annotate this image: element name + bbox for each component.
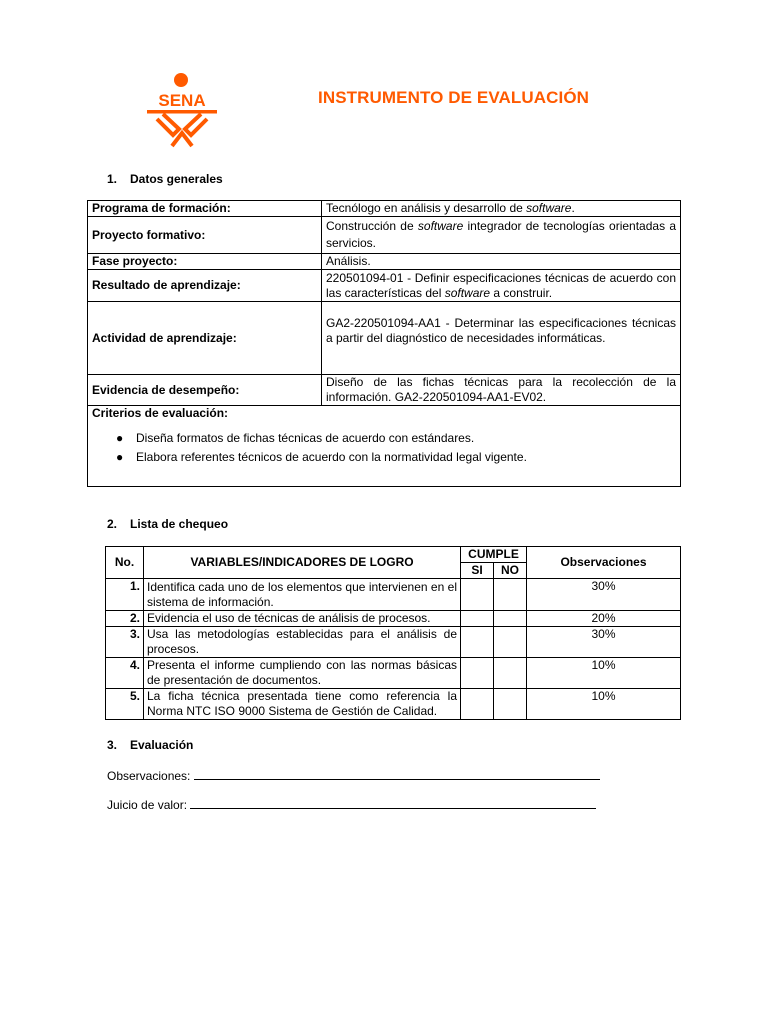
- row-number: 4.: [106, 658, 144, 689]
- table-row: [106, 579, 681, 611]
- section-3-title: Evaluación: [130, 738, 194, 752]
- general-row-value: Tecnólogo en análisis y desarrollo de software.: [322, 201, 681, 217]
- juicio-field[interactable]: [190, 796, 596, 809]
- row-indicator: Evidencia el uso de técnicas de análisis de procesos.: [144, 611, 461, 627]
- observaciones-line: [107, 767, 600, 783]
- list-item: ● Elabora referentes técnicos de acuerdo con la normatividad legal vigente.: [116, 450, 527, 464]
- general-row-label: Actividad de aprendizaje:: [88, 302, 322, 375]
- section-2-number: 2.: [107, 517, 118, 531]
- col-header-si: SI: [461, 563, 494, 579]
- col-header-variables: VARIABLES/INDICADORES DE LOGRO: [144, 547, 461, 579]
- checkbox-no[interactable]: [494, 689, 527, 720]
- general-data-table: [87, 200, 681, 487]
- row-observacion: 30%: [527, 579, 681, 611]
- observaciones-label: Observaciones:: [107, 769, 191, 783]
- row-observacion: 20%: [527, 611, 681, 627]
- col-header-cumple: CUMPLE: [461, 547, 527, 563]
- general-row-programa: [88, 201, 681, 217]
- list-item: ● Diseña formatos de fichas técnicas de acuerdo con estándares.: [116, 431, 475, 445]
- checklist-table: [105, 546, 681, 720]
- general-row-fase: [88, 254, 681, 270]
- general-row-label: Proyecto formativo:: [88, 217, 322, 254]
- general-row-label: Programa de formación:: [88, 201, 322, 217]
- row-indicator: Presenta el informe cumpliendo con las normas básicas de presentación de documentos.: [144, 658, 461, 689]
- row-observacion: 30%: [527, 627, 681, 658]
- logo-left-stroke-icon: [157, 114, 179, 135]
- general-row-resultado: [88, 270, 681, 302]
- juicio-line: [107, 796, 596, 812]
- col-header-observaciones: Observaciones: [527, 547, 681, 579]
- general-row-value: Diseño de las fichas técnicas para la recolección de la información. GA2-220501094-AA1-EV02.: [322, 375, 681, 406]
- logo-bar-icon: [147, 110, 217, 114]
- section-2-heading: [107, 517, 228, 531]
- general-row-value: Análisis.: [322, 254, 681, 270]
- general-row-proyecto: [88, 217, 681, 254]
- general-row-criterios: [88, 406, 681, 487]
- section-1-number: 1.: [107, 172, 118, 186]
- table-row: [106, 658, 681, 689]
- general-row-label: Resultado de aprendizaje:: [88, 270, 322, 302]
- bullet-icon: ●: [116, 431, 124, 445]
- general-row-label: Evidencia de desempeño:: [88, 375, 322, 406]
- criteria-title: Criterios de evaluación:: [92, 406, 229, 420]
- col-header-no-cumple: NO: [494, 563, 527, 579]
- checkbox-no[interactable]: [494, 611, 527, 627]
- row-indicator: Usa las metodologías establecidas para el análisis de procesos.: [144, 627, 461, 658]
- table-row: [106, 611, 681, 627]
- row-number: 2.: [106, 611, 144, 627]
- page-title: INSTRUMENTO DE EVALUACIÓN: [318, 88, 590, 107]
- row-number: 5.: [106, 689, 144, 720]
- checkbox-si[interactable]: [461, 689, 494, 720]
- section-1-heading: [107, 172, 223, 186]
- general-row-value: GA2-220501094-AA1 - Determinar las especificaciones técnicas a partir del diagnóstico de necesidades informáticas.: [322, 302, 681, 375]
- observaciones-field[interactable]: [194, 767, 600, 780]
- checkbox-si[interactable]: [461, 579, 494, 611]
- col-header-no: No.: [106, 547, 144, 579]
- general-row-evidencia: [88, 375, 681, 406]
- checkbox-no[interactable]: [494, 658, 527, 689]
- general-row-label: Fase proyecto:: [88, 254, 322, 270]
- section-1-title: Datos generales: [130, 172, 223, 186]
- section-3-number: 3.: [107, 738, 118, 752]
- section-3-heading: [107, 738, 193, 752]
- checkbox-no[interactable]: [494, 627, 527, 658]
- sena-logo: [143, 72, 221, 148]
- criteria-cell: [88, 406, 681, 487]
- table-row: [106, 627, 681, 658]
- row-observacion: 10%: [527, 658, 681, 689]
- row-number: 1.: [106, 579, 144, 611]
- logo-text: SENA: [158, 91, 206, 110]
- checkbox-si[interactable]: [461, 627, 494, 658]
- row-observacion: 10%: [527, 689, 681, 720]
- checkbox-no[interactable]: [494, 579, 527, 611]
- general-row-value: 220501094-01 - Definir especificaciones técnicas de acuerdo con las características del software a construir.: [322, 270, 681, 302]
- general-row-value: Construcción de software integrador de tecnologías orientadas a servicios.: [322, 217, 681, 254]
- juicio-label: Juicio de valor:: [107, 798, 188, 812]
- bullet-icon: ●: [116, 450, 124, 464]
- section-2-title: Lista de chequeo: [130, 517, 229, 531]
- row-indicator: Identifica cada uno de los elementos que intervienen en el sistema de información.: [144, 579, 461, 611]
- checklist-header-row: [106, 547, 681, 563]
- checkbox-si[interactable]: [461, 658, 494, 689]
- criteria-list: [92, 431, 676, 465]
- logo-right-stroke-icon: [185, 114, 207, 135]
- row-indicator: La ficha técnica presentada tiene como referencia la Norma NTC ISO 9000 Sistema de Gestión de Calidad.: [144, 689, 461, 720]
- table-row: [106, 689, 681, 720]
- row-number: 3.: [106, 627, 144, 658]
- checkbox-si[interactable]: [461, 611, 494, 627]
- general-row-actividad: [88, 302, 681, 375]
- logo-head-icon: [174, 73, 188, 87]
